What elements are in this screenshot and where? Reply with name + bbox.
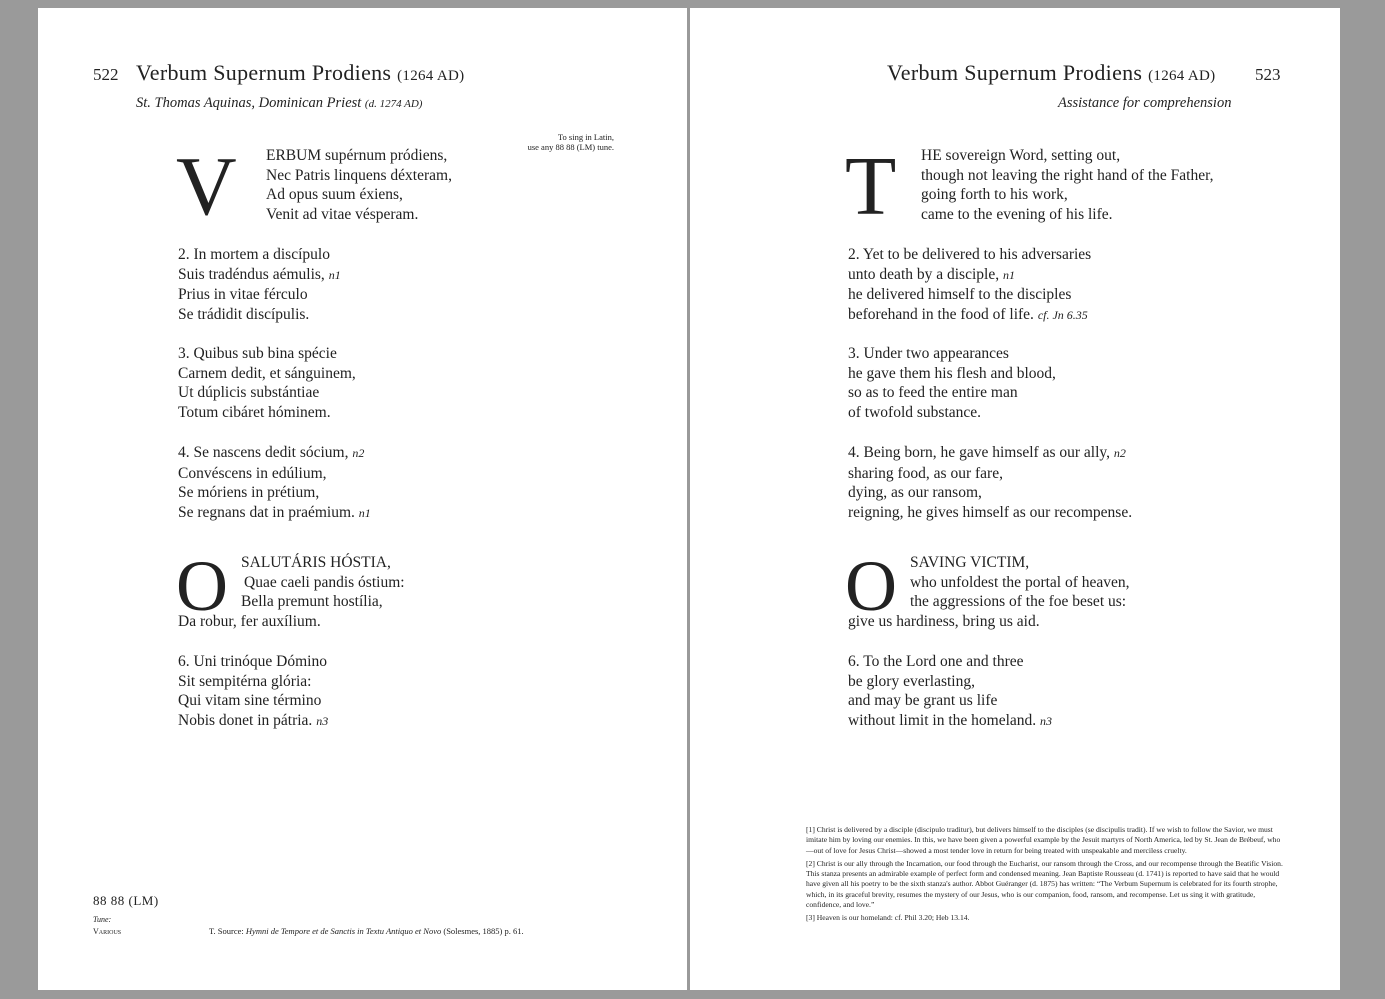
verse-line: who unfoldest the portal of heaven, (910, 573, 1130, 591)
title-year: (1264 AD) (397, 68, 465, 84)
verse-text: Suis tradéndus aémulis, (178, 265, 325, 283)
footnote-ref[interactable]: n3 (316, 713, 329, 728)
verse-line: going forth to his work, (921, 186, 1068, 203)
verse-line: Sit sempitérna glória: (178, 672, 312, 690)
verse-text: Se regnans dat in praémium. (178, 503, 355, 521)
footnote-ref[interactable]: n1 (1002, 267, 1015, 282)
stanza-5 (176, 546, 405, 631)
author-dates: (d. 1274 AD) (364, 98, 423, 110)
stanza-4 (848, 443, 1132, 522)
source-prefix: T. Source: (209, 926, 244, 936)
verse-line: and may be grant us life (848, 692, 998, 709)
verse-line: Se móriens in prétium, (178, 484, 320, 501)
verse-line (848, 305, 1091, 326)
stanza-1 (921, 146, 1214, 224)
verse-line: Qui vitam sine término (178, 692, 322, 709)
verse-line: HE sovereign Word, setting out, (921, 147, 1121, 164)
verse-line: 2. Yet to be delivered to his adversaries (848, 246, 1092, 263)
author-line (136, 95, 422, 112)
verse-line (848, 711, 1052, 732)
footnote-ref[interactable]: n3 (1040, 713, 1053, 728)
verse-line: he delivered himself to the disciples (848, 286, 1072, 303)
verse-line (848, 265, 1091, 286)
verse-line: Prius in vitae férculo (178, 286, 308, 303)
verse-line: Convéscens in edúlium, (178, 464, 327, 482)
verse-line: the aggressions of the foe beset us: (910, 593, 1127, 610)
drop-cap: T (845, 140, 897, 233)
title-text: Verbum Supernum Prodiens (887, 60, 1143, 85)
verse-line (848, 443, 1132, 464)
tune-note-line: To sing in Latin, (557, 132, 614, 142)
tune-note-line: use any 88 88 (LM) tune. (527, 142, 614, 152)
verse-line: SAVING VICTIM, (910, 554, 1030, 571)
footnote-ref[interactable]: n1 (358, 505, 371, 520)
verse-line: ERBUM supérnum pródiens, (266, 147, 448, 164)
footnote-3: [3] Heaven is our homeland: cf. Phil 3.20; Heb 13.14. (806, 913, 970, 923)
subtitle: Assistance for comprehension (1058, 95, 1232, 111)
verse-line: 3. Under two appearances (848, 345, 1009, 362)
verse-line: Ut dúplicis substántiae (178, 384, 320, 401)
verse-line: he gave them his flesh and blood, (848, 364, 1056, 382)
left-page (38, 8, 687, 990)
drop-cap: V (176, 140, 237, 233)
verse-line: SALUTÁRIS HÓSTIA, (241, 554, 391, 571)
hymn-title (887, 60, 1215, 86)
verse-line: so as to feed the entire man (848, 384, 1018, 401)
page-number: 523 (1255, 65, 1281, 84)
verse-line: dying, as our ransom, (848, 484, 982, 501)
verse-line: Venit ad vitae vésperam. (266, 205, 419, 223)
verse-line: Da robur, fer auxílium. (178, 612, 321, 630)
source-citation (209, 926, 524, 936)
verse-line: Ad opus suum éxiens, (266, 186, 403, 203)
footnote-ref[interactable]: n2 (352, 446, 365, 460)
verse-line: though not leaving the right hand of the Father, (921, 166, 1214, 184)
verse-line: came to the evening of his life. (921, 205, 1113, 223)
verse-line: 2. In mortem a discípulo (178, 246, 330, 263)
verse-line: Nec Patris linquens déxteram, (266, 166, 452, 184)
stanza-5 (848, 553, 1130, 631)
verse-line: be glory everlasting, (848, 672, 975, 690)
tune-note (468, 132, 614, 152)
title-year: (1264 AD) (1148, 68, 1216, 84)
verse-line: reigning, he gives himself as our recompense. (848, 503, 1133, 521)
verse-line: 6. Uni trinóque Dómino (178, 653, 327, 670)
verse-line (178, 711, 328, 732)
verse-text: without limit in the homeland. (848, 711, 1037, 729)
drop-cap: O (845, 546, 897, 626)
author-name: St. Thomas Aquinas, Dominican Priest (136, 95, 362, 111)
stanza-2 (848, 245, 1091, 325)
verse-line: Carnem dedit, et sánguinem, (178, 364, 356, 382)
right-page (690, 8, 1340, 990)
hymn-title (136, 60, 464, 86)
verse-text: Nobis donet in pátria. (178, 711, 313, 729)
footnote-2: [2] Christ is our ally through the Incarnation, our food through the Eucharist, our ransom through the Cross, and our recompense through the Beatific Vision. This stanza presents an admirable example of perfect form and condensed meaning. Jean Baptiste Rousseau (d. 1741) is reported to have said that he would have given all his poetry to be the sixth stanza's author. Abbot Guéranger (d. 1875) has written: “The Verbum Supernum is celebrated for its fourth strophe, which, in its graceful brevity, resumes the mystery of our Jesus, who is our companion, food, ransom, and recompense. Let us sing it with gratitude, confidence, and love.” (806, 858, 1283, 910)
stanza-6 (848, 652, 1052, 731)
verse-text: beforehand in the food of life. (848, 305, 1034, 323)
verse-text: 4. Being born, he gave himself as our ally, (848, 444, 1111, 461)
page-number: 522 (93, 65, 119, 84)
verse-text: unto death by a disciple, (848, 265, 1000, 283)
tune-value: Various (93, 927, 122, 936)
verse-line: 6. To the Lord one and three (848, 653, 1024, 670)
verse-line: of twofold substance. (848, 403, 982, 421)
footnote-ref[interactable]: n2 (1113, 446, 1126, 460)
verse-line: sharing food, as our fare, (848, 464, 1003, 482)
source-suffix: (Solesmes, 1885) p. 61. (443, 926, 524, 936)
verse-text: 4. Se nascens dedit sócium, (178, 444, 349, 461)
verse-line: Quae caeli pandis óstium: (244, 573, 405, 591)
tune-label: Tune: (93, 915, 112, 924)
verse-line: Bella premunt hostília, (241, 593, 383, 610)
scripture-ref: cf. Jn 6.35 (1037, 307, 1088, 322)
stanza-6 (178, 652, 328, 731)
verse-line: 3. Quibus sub bina spécie (178, 345, 337, 362)
stanza-2 (178, 245, 341, 324)
verse-line: Se trádidit discípulis. (178, 305, 310, 323)
source-title: Hymni de Tempore et de Sanctis in Textu Antiquo et Novo (245, 926, 442, 936)
footnote-1: [1] Christ is delivered by a disciple (discipulo traditur), but delivers himself to the disciples (se discipulis tradit). If we wish to follow the Savior, we must imitate him by loving our enemies. In this, we have been given a powerful example by the Jesuit martyrs of North America, led by St. Jean de Brébeuf, who—out of love for Jesus Christ—showed a most tender love in return for being treated with unspeakable and merciless cruelty. (806, 825, 1281, 855)
stanza-4 (178, 443, 371, 523)
verse-line (178, 265, 341, 286)
drop-cap: O (176, 546, 228, 626)
meter-label: 88 88 (LM) (93, 893, 159, 908)
title-text: Verbum Supernum Prodiens (136, 60, 392, 85)
verse-line: give us hardiness, bring us aid. (848, 612, 1040, 630)
verse-line (178, 443, 371, 464)
footnote-ref[interactable]: n1 (328, 267, 341, 282)
footnotes (806, 825, 1284, 927)
stanza-1 (266, 146, 452, 224)
verse-line (178, 503, 371, 524)
verse-line: Totum cibáret hóminem. (178, 403, 331, 421)
stanza-3 (848, 344, 1056, 422)
stanza-3 (178, 344, 356, 422)
